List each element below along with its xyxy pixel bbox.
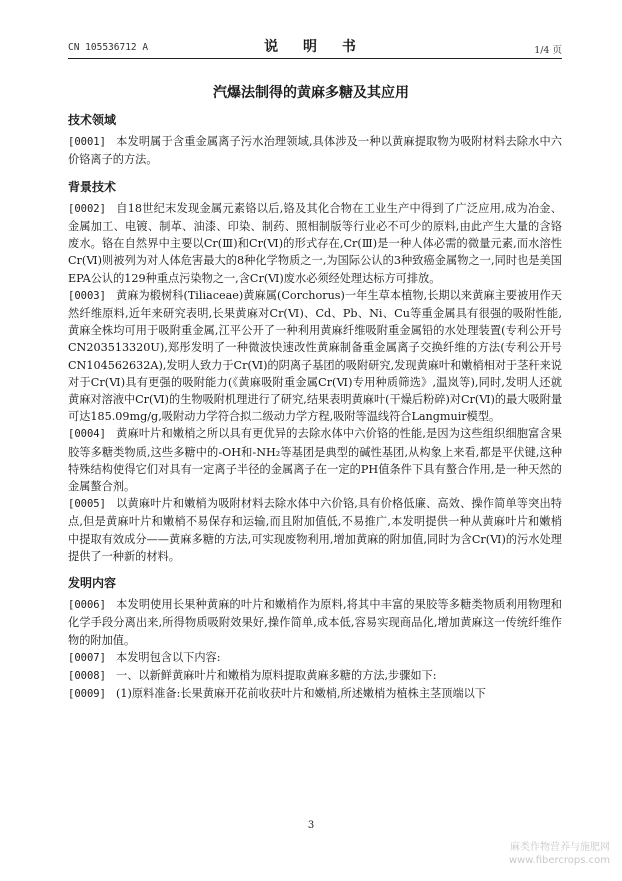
paragraph: [68, 133, 562, 168]
section-heading: 背景技术: [68, 179, 117, 194]
paragraph-text: (1)原料准备:长果黄麻开花前收获叶片和嫩梢,所述嫩梢为植株主茎顶端以下: [116, 687, 486, 701]
section-heading: 技术领域: [68, 113, 117, 127]
paragraph: [68, 495, 562, 565]
paragraph-text: 本发明包含以下内容:: [116, 650, 221, 664]
section-heading: 发明内容: [68, 576, 117, 591]
page-indicator: 1/4 页: [534, 45, 562, 56]
paragraph-number: [0002]: [68, 202, 106, 215]
paragraph: [68, 596, 562, 649]
paragraph-text: 一、以新鲜黄麻叶片和嫩梢为原料提取黄麻多糖的方法,步骤如下:: [116, 669, 437, 683]
header-rule: [68, 58, 562, 59]
paragraph-number: [0007]: [68, 651, 106, 664]
header-title: 说 明 书: [264, 39, 366, 55]
publication-number: CN 105536712 A: [68, 42, 149, 53]
paragraph-number: [0008]: [68, 670, 106, 683]
watermark-url: www.fibercrops.com: [508, 855, 610, 866]
paragraph-text: 自18世纪末发现金属元素铬以后,铬及其化合物在工业生产中得到了广泛应用,成为冶金、金属加工、电镀、制革、油漆、印染、制药、照相制版等行业必不可少的原料,由此产生大量的含铬废水。铬在自然界中主要以Cr(Ⅲ)和Cr(Ⅵ)的形式存在,Cr(Ⅲ)是一种人体必需的微量元素,而水溶性Cr(Ⅵ)则被列为对人体危害最大的8种化学物质之一,为国际公认的3种致癌金属物之一,同时也是美国EPA公认的129种重点污染物之一,含Cr(Ⅵ)废水必须经处理达标方可排放。: [68, 201, 562, 285]
paragraph-number: [0004]: [68, 428, 106, 441]
paragraph-number: [0005]: [68, 498, 106, 511]
paragraph: [68, 287, 562, 426]
document-title: 汽爆法制得的黄麻多糖及其应用: [213, 85, 409, 101]
paragraph: [68, 685, 562, 703]
paragraph-number: [0003]: [68, 289, 106, 302]
watermark: [509, 841, 610, 867]
paragraph-text: 本发明属于含重金属离子污水治理领域,具体涉及一种以黄麻提取物为吸附材料去除水中六价铬离子的方法。: [68, 135, 562, 167]
paragraph: [68, 200, 562, 287]
paragraph-number: [0009]: [68, 688, 106, 701]
paragraph-text: 黄麻为椴树科(Tiliaceae)黄麻属(Corchorus)一年生草本植物,长期以来黄麻主要被用作天然纤维原料,近年来研究表明,长果黄麻对Cr(Ⅵ)、Cd、Pb、Ni、Cu等重金属具有很强的吸附性能,黄麻全株均可用于吸附重金属,江平公开了一种利用黄麻纤维吸附重金属铅的水处理装置(专利公开号CN203513320U),郑彤发明了一种微波快速改性黄麻制备重金属离子交换纤维的方法(专利公开号CN104562632A),发明人致力于Cr(Ⅵ)的阴离子基团的吸附研究,发现黄麻叶和嫩梢相对于茎秆来说对于Cr(Ⅵ)具有更强的吸附能力(《黄麻吸附重金属Cr(Ⅵ)专用种质筛选》,温岚等),同时,发明人还就黄麻对溶液中Cr(Ⅵ)的生物吸附机理进行了研究,结果表明黄麻叶(干燥后粉碎)对Cr(Ⅵ)的最大吸附量可达185.09mg/g,吸附动力学符合拟二级动力学方程,吸附等温线符合Langmuir模型。: [68, 288, 563, 424]
paragraph-text: 黄麻叶片和嫩梢之所以具有更优异的去除水体中六价铬的性能,是因为这些组织细胞富含果胶等多糖类物质,这些多糖中的-OH和-NH₂等基团是典型的碱性基团,从构象上来看,都是平伏键,这种特殊结构使得它们对具有一定离子半径的金属离子在一定的PH值条件下具有螯合作用,是一种天然的金属螯合剂。: [68, 427, 562, 494]
paragraph: [68, 425, 562, 495]
watermark-line: 麻类作物营养与施肥网: [510, 842, 610, 853]
paragraph-number: [0001]: [68, 136, 106, 149]
paragraph-text: 本发明使用长果种黄麻的叶片和嫩梢作为原料,将其中丰富的果胶等多糖类物质利用物理和化学手段分离出来,所得物质吸附效果好,操作简单,成本低,容易实现商品化,增加黄麻这一传统纤维作物的附加值。: [68, 598, 562, 647]
document-body: [68, 112, 562, 704]
page-header: [68, 36, 562, 56]
paragraph-text: 以黄麻叶片和嫩梢为吸附材料去除水体中六价铬,具有价格低廉、高效、操作简单等突出特点,但是黄麻叶片和嫩梢不易保存和运输,而且附加值低,不易推广,本发明提供一种从黄麻叶片和嫩梢中提取有效成分——黄麻多糖的方法,可实现废物利用,增加黄麻的附加值,同时为含Cr(Ⅵ)的污水处理提供了一种新的材料。: [68, 497, 562, 563]
paragraph-number: [0006]: [68, 599, 106, 612]
paragraph: [68, 649, 562, 667]
page-number: 3: [307, 820, 315, 831]
paragraph: [68, 667, 562, 685]
